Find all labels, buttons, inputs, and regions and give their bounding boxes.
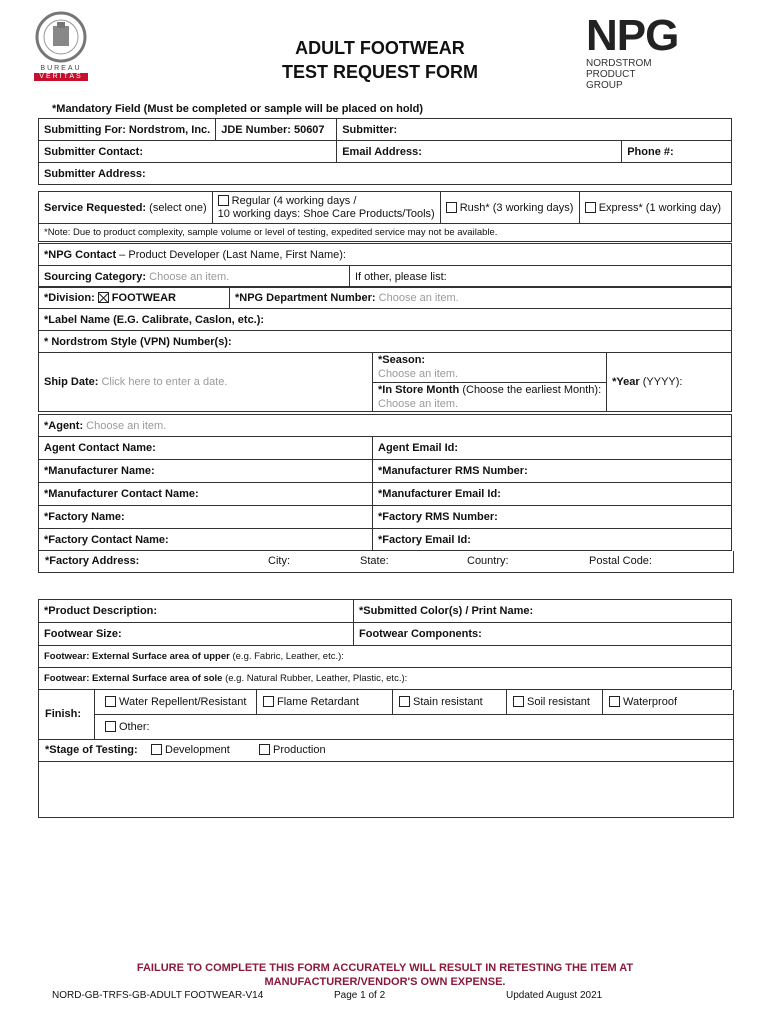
label-name-label: *Label Name bbox=[44, 313, 111, 326]
upper-label: Footwear: External Surface area of upper bbox=[44, 651, 230, 662]
npg-logo bbox=[586, 11, 706, 98]
footer-warning-line2: MANUFACTURER/VENDOR'S OWN EXPENSE. bbox=[264, 976, 506, 988]
form-title-line1: ADULT FOOTWEAR bbox=[295, 38, 465, 58]
sourcing-category[interactable] bbox=[39, 266, 350, 288]
npg-sub2: PRODUCT bbox=[586, 69, 636, 80]
factory-address-row[interactable] bbox=[38, 551, 734, 573]
instore-label: *In Store Month bbox=[378, 383, 460, 396]
product-description-field[interactable]: *Product Description: bbox=[39, 600, 354, 623]
agent-field[interactable] bbox=[39, 415, 732, 437]
submitter-contact-field[interactable]: Submitter Contact: bbox=[39, 141, 337, 163]
express-label: Express* (1 working day) bbox=[598, 201, 721, 214]
service-label: Service Requested: bbox=[44, 201, 147, 214]
mandatory-note: *Mandatory Field (Must be completed or sample will be placed on hold) bbox=[52, 103, 423, 115]
npg-sub1: NORDSTROM bbox=[586, 58, 652, 69]
factory-email-field[interactable]: *Factory Email Id: bbox=[373, 529, 732, 551]
soil-resistant-label: Soil resistant bbox=[527, 696, 590, 708]
stain-resistant-checkbox[interactable] bbox=[399, 696, 410, 707]
form-title-line2: TEST REQUEST FORM bbox=[281, 62, 478, 82]
manufacturer-email-field[interactable]: *Manufacturer Email Id: bbox=[373, 483, 732, 506]
finish-option-water-repellent[interactable] bbox=[95, 690, 257, 714]
npg-department[interactable] bbox=[230, 287, 732, 309]
ship-date-label: Ship Date: bbox=[44, 376, 99, 388]
page-number: Page 1 of 2 bbox=[334, 990, 386, 1001]
footwear-size-field[interactable]: Footwear Size: bbox=[39, 623, 354, 646]
service-express-option[interactable] bbox=[579, 192, 731, 224]
bureau-veritas-logo bbox=[34, 10, 88, 80]
year-rest: (YYYY): bbox=[639, 376, 683, 388]
waterproof-label: Waterproof bbox=[623, 696, 678, 708]
stain-resistant-label: Stain resistant bbox=[413, 696, 483, 708]
water-repellent-label: Water Repellent/Resistant bbox=[119, 696, 247, 708]
water-repellent-checkbox[interactable] bbox=[105, 696, 116, 707]
development-checkbox[interactable] bbox=[151, 744, 162, 755]
service-rush-option[interactable] bbox=[440, 192, 579, 224]
state-label: State: bbox=[360, 555, 389, 567]
updated-date: Updated August 2021 bbox=[506, 990, 603, 1001]
ship-date-field[interactable] bbox=[39, 353, 373, 412]
npg-logo-text: NPG bbox=[586, 11, 679, 60]
stage-of-testing-row bbox=[38, 739, 734, 762]
division-label: *Division: bbox=[44, 291, 95, 304]
season-label: *Season: bbox=[378, 354, 426, 367]
footer-warning-line1: FAILURE TO COMPLETE THIS FORM ACCURATELY WILL RESULT IN RETESTING THE ITEM AT bbox=[136, 962, 634, 974]
doc-id: NORD-GB-TRFS-GB-ADULT FOOTWEAR-V14 bbox=[52, 990, 264, 1001]
other-checkbox[interactable] bbox=[105, 721, 116, 732]
if-other-label: If other, please list: bbox=[355, 270, 447, 283]
postal-code-label: Postal Code: bbox=[589, 555, 652, 567]
soil-resistant-checkbox[interactable] bbox=[513, 696, 524, 707]
bv-logo-top: BUREAU bbox=[40, 65, 82, 72]
sourcing-label: Sourcing Category: bbox=[44, 270, 147, 283]
city-label: City: bbox=[268, 555, 290, 567]
manufacturer-contact-field[interactable]: *Manufacturer Contact Name: bbox=[39, 483, 373, 506]
bv-seal-icon bbox=[34, 10, 88, 66]
division-value: FOOTWEAR bbox=[111, 291, 176, 304]
finish-block bbox=[38, 690, 734, 740]
stage-production-option[interactable] bbox=[259, 739, 326, 761]
service-note: *Note: Due to product complexity, sample volume or level of testing, expedited service may not be available. bbox=[39, 224, 732, 242]
factory-address-label: *Factory Address: bbox=[45, 555, 140, 567]
dept-label: *NPG Department Number: bbox=[235, 291, 376, 304]
npg-contact-field[interactable] bbox=[39, 244, 732, 266]
service-label-note: (select one) bbox=[149, 201, 207, 214]
division-table bbox=[38, 286, 732, 353]
finish-options-row bbox=[95, 690, 733, 715]
season-dropdown[interactable]: Choose an item. bbox=[378, 368, 459, 381]
finish-option-soil-resistant[interactable] bbox=[507, 690, 603, 714]
service-requested bbox=[39, 192, 213, 224]
production-checkbox[interactable] bbox=[259, 744, 270, 755]
stage-development-option[interactable] bbox=[151, 739, 230, 761]
submitting-for: Submitting For: Nordstrom, Inc. bbox=[39, 119, 216, 141]
bv-logo-bottom: VERITAS bbox=[34, 73, 88, 81]
flame-retardant-label: Flame Retardant bbox=[277, 696, 359, 708]
sole-surface-field[interactable] bbox=[39, 668, 732, 690]
express-checkbox[interactable] bbox=[585, 202, 596, 213]
factory-name-field[interactable]: *Factory Name: bbox=[39, 506, 373, 529]
footwear-checkbox-checked[interactable] bbox=[98, 292, 109, 303]
regular-line2: 10 working days: Shoe Care Products/Tools) bbox=[217, 207, 435, 220]
label-name-rest: (E.G. Calibrate, Caslon, etc.): bbox=[110, 313, 265, 326]
agent-email-field[interactable]: Agent Email Id: bbox=[373, 437, 732, 460]
jde-number: JDE Number: 50607 bbox=[216, 119, 337, 141]
sourcing-dropdown[interactable]: Choose an item. bbox=[149, 270, 230, 283]
division bbox=[39, 287, 230, 309]
rush-checkbox[interactable] bbox=[446, 202, 457, 213]
service-regular-option[interactable] bbox=[212, 192, 440, 224]
phone-field[interactable]: Phone #: bbox=[622, 141, 732, 163]
manufacturer-rms-field[interactable]: *Manufacturer RMS Number: bbox=[373, 460, 732, 483]
ship-date-picker[interactable]: Click here to enter a date. bbox=[101, 376, 228, 388]
npg-contact-label: *NPG Contact bbox=[44, 248, 117, 261]
other-label: Other: bbox=[119, 721, 150, 733]
finish-option-flame-retardant[interactable] bbox=[257, 690, 393, 714]
submitted-colors-field[interactable]: *Submitted Color(s) / Print Name: bbox=[354, 600, 732, 623]
flame-retardant-checkbox[interactable] bbox=[263, 696, 274, 707]
agent-table bbox=[38, 414, 732, 551]
instore-rest: (Choose the earliest Month): bbox=[459, 383, 602, 396]
development-label: Development bbox=[165, 744, 230, 756]
agent-label: *Agent: bbox=[44, 419, 84, 432]
manufacturer-name-field[interactable]: *Manufacturer Name: bbox=[39, 460, 373, 483]
year-label: *Year bbox=[612, 376, 640, 388]
factory-rms-field[interactable]: *Factory RMS Number: bbox=[373, 506, 732, 529]
empty-notes-area bbox=[38, 761, 734, 818]
finish-option-waterproof[interactable] bbox=[603, 690, 733, 714]
agent-contact-field[interactable]: Agent Contact Name: bbox=[39, 437, 373, 460]
factory-contact-field[interactable]: *Factory Contact Name: bbox=[39, 529, 373, 551]
waterproof-checkbox[interactable] bbox=[609, 696, 620, 707]
footwear-components-field[interactable]: Footwear Components: bbox=[354, 623, 732, 646]
npg-table bbox=[38, 243, 732, 288]
production-label: Production bbox=[273, 744, 326, 756]
year-field[interactable] bbox=[607, 353, 732, 412]
upper-rest: (e.g. Fabric, Leather, etc.): bbox=[229, 651, 344, 662]
submitter-field[interactable]: Submitter: bbox=[337, 119, 732, 141]
npg-sub3: GROUP bbox=[586, 80, 623, 91]
stage-label: *Stage of Testing: bbox=[45, 744, 138, 756]
label-name-field[interactable] bbox=[39, 309, 732, 331]
upper-surface-field[interactable] bbox=[39, 646, 732, 668]
agent-dropdown[interactable]: Choose an item. bbox=[86, 419, 167, 432]
instore-dropdown[interactable]: Choose an item. bbox=[378, 397, 459, 410]
country-label: Country: bbox=[467, 555, 509, 567]
finish-option-other[interactable] bbox=[105, 715, 150, 739]
submitter-address-field[interactable]: Submitter Address: bbox=[39, 163, 732, 185]
rush-label: Rush* (3 working days) bbox=[459, 201, 574, 214]
sole-rest: (e.g. Natural Rubber, Leather, Plastic, etc.): bbox=[222, 673, 408, 684]
season-field[interactable] bbox=[373, 353, 607, 383]
finish-option-stain-resistant[interactable] bbox=[393, 690, 507, 714]
in-store-month-field[interactable] bbox=[373, 382, 607, 412]
submitter-table bbox=[38, 118, 732, 185]
npg-contact-rest: – Product Developer (Last Name, First Name): bbox=[116, 248, 346, 261]
ship-table bbox=[38, 352, 732, 412]
product-table bbox=[38, 599, 732, 690]
finish-label: Finish: bbox=[39, 690, 95, 739]
if-other-field[interactable] bbox=[350, 266, 732, 288]
sole-label: Footwear: External Surface area of sole bbox=[44, 673, 223, 684]
service-table bbox=[38, 191, 732, 242]
email-address-field[interactable]: Email Address: bbox=[337, 141, 622, 163]
regular-line1: Regular (4 working days / bbox=[231, 194, 357, 207]
dept-dropdown[interactable]: Choose an item. bbox=[378, 291, 459, 304]
style-number-field[interactable]: * Nordstrom Style (VPN) Number(s): bbox=[39, 331, 732, 353]
regular-checkbox[interactable] bbox=[218, 195, 229, 206]
